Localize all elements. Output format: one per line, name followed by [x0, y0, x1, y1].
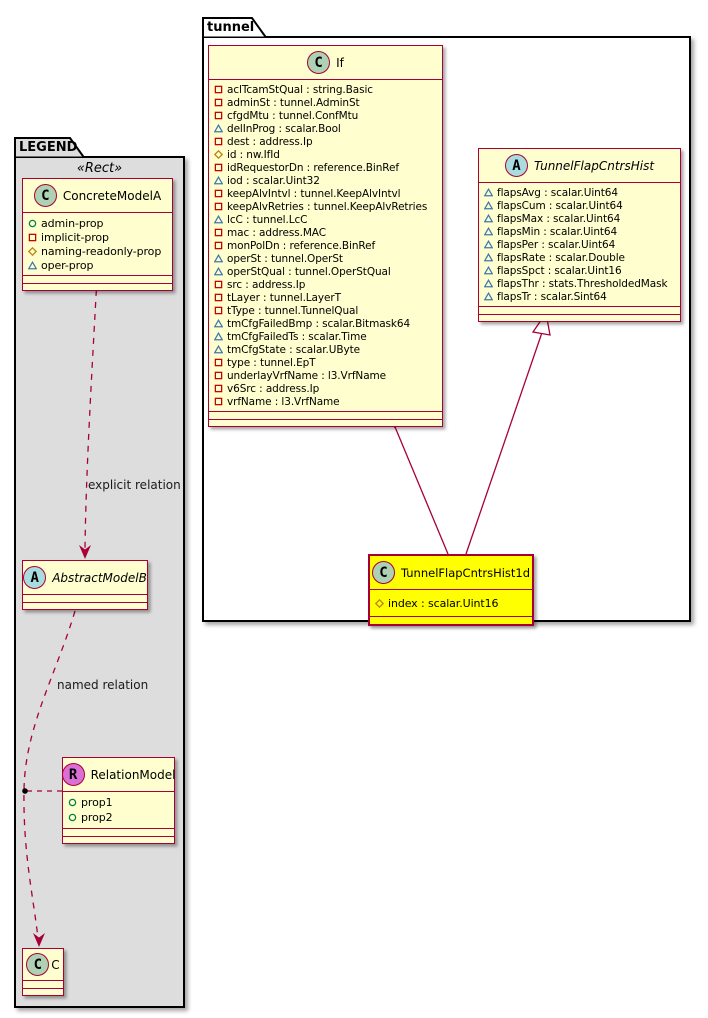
attribute-text: aclTcamStQual : string.Basic [227, 83, 373, 96]
attribute-text: naming-readonly-prop [41, 244, 162, 258]
attribute-row [484, 225, 678, 238]
triangle-icon [484, 292, 493, 301]
tunnel-package-title: tunnel [207, 20, 255, 35]
attribute-row [214, 96, 440, 109]
attribute-row [484, 199, 678, 212]
attribute-row [214, 213, 440, 226]
circle-icon [68, 798, 77, 807]
square-icon [214, 358, 223, 367]
attribute-text: flapsPer : scalar.Uint64 [497, 238, 616, 251]
class-c [22, 948, 64, 996]
attribute-row [214, 317, 440, 330]
attribute-row [484, 186, 678, 199]
attribute-row [214, 343, 440, 356]
attribute-row [484, 251, 678, 264]
square-icon [214, 228, 223, 237]
attribute-text: underlayVrfName : l3.VrfName [227, 369, 387, 382]
attribute-text: keepAlvIntvl : tunnel.KeepAlvIntvl [227, 187, 401, 200]
attribute-text: index : scalar.Uint16 [388, 596, 499, 610]
triangle-icon [214, 215, 223, 224]
diamond-icon [375, 599, 384, 608]
attribute-text: adminSt : tunnel.AdminSt [227, 96, 360, 109]
class-tunnelflapcntrshist1d-attributes [370, 589, 532, 616]
square-icon [214, 280, 223, 289]
attribute-row [214, 356, 440, 369]
legend-stereotype: «Rect» [76, 161, 123, 176]
class-abstractmodelb-header [23, 561, 147, 594]
triangle-icon [484, 201, 493, 210]
circle-icon [68, 813, 77, 822]
triangle-icon [214, 254, 223, 263]
class-icon: C [26, 953, 49, 976]
class-icon: C [34, 184, 57, 207]
attribute-text: flapsSpct : scalar.Uint16 [497, 264, 622, 277]
class-name: If [336, 55, 344, 70]
attribute-row [214, 83, 440, 96]
class-concretemodela-attributes [23, 212, 172, 275]
class-if-header [209, 46, 442, 79]
attribute-text: monPolDn : reference.BinRef [227, 239, 376, 252]
class-tunnelflapcntrshist [478, 148, 681, 322]
attribute-row [214, 369, 440, 382]
triangle-icon [484, 227, 493, 236]
attribute-row [214, 304, 440, 317]
attribute-text: flapsRate : scalar.Double [497, 251, 625, 264]
attribute-text: prop2 [81, 811, 113, 824]
class-concretemodela [22, 178, 173, 291]
attribute-text: keepAlvRetries : tunnel.KeepAlvRetries [227, 200, 428, 213]
attribute-text: prop1 [81, 796, 113, 809]
attribute-row [68, 795, 172, 810]
triangle-icon [484, 240, 493, 249]
attribute-row [375, 593, 530, 613]
triangle-icon [484, 214, 493, 223]
attribute-row [214, 239, 440, 252]
attribute-text: id : nw.IfId [227, 148, 280, 161]
attribute-row [68, 810, 172, 825]
compartment-separator [209, 411, 442, 419]
class-tunnelflapcntrshist-attributes [479, 182, 680, 306]
square-icon [28, 233, 37, 242]
attribute-row [214, 330, 440, 343]
class-concretemodela-header [23, 179, 172, 212]
attribute-text: lcC : tunnel.LcC [227, 213, 308, 226]
square-icon [214, 293, 223, 302]
attribute-text: operSt : tunnel.OperSt [227, 252, 343, 265]
diamond-icon [214, 150, 223, 159]
attribute-row [484, 290, 678, 303]
class-relationmodel-header [63, 758, 174, 791]
empty-methods-compartment [23, 602, 147, 610]
attribute-text: flapsMax : scalar.Uint64 [497, 212, 621, 225]
class-relationmodel [62, 757, 175, 844]
circle-icon [28, 219, 37, 228]
edge-label-named-relation: named relation [57, 678, 149, 692]
attribute-row [214, 382, 440, 395]
square-icon [214, 371, 223, 380]
square-icon [214, 85, 223, 94]
class-name: AbstractModelB [52, 570, 147, 585]
attribute-row [214, 252, 440, 265]
attribute-row [484, 212, 678, 225]
empty-fields-compartment [23, 980, 63, 988]
empty-fields-compartment [23, 594, 147, 602]
class-name: C [51, 957, 60, 972]
attribute-text: flapsAvg : scalar.Uint64 [497, 186, 618, 199]
square-icon [214, 137, 223, 146]
class-c-header [23, 949, 63, 980]
attribute-row [214, 187, 440, 200]
attribute-text: oper-prop [41, 258, 94, 272]
square-icon [214, 163, 223, 172]
square-icon [214, 111, 223, 120]
diamond-icon [28, 247, 37, 256]
attribute-row [214, 226, 440, 239]
attribute-text: tmCfgState : scalar.UByte [227, 343, 360, 356]
attribute-text: v6Src : address.Ip [227, 382, 320, 395]
attribute-text: vrfName : l3.VrfName [227, 395, 340, 408]
attribute-row [28, 230, 170, 244]
attribute-text: tmCfgFailedBmp : scalar.Bitmask64 [227, 317, 411, 330]
empty-methods-compartment [209, 419, 442, 427]
triangle-icon [214, 124, 223, 133]
attribute-row [214, 135, 440, 148]
attribute-row [214, 395, 440, 408]
attribute-text: flapsCum : scalar.Uint64 [497, 199, 623, 212]
attribute-text: implicit-prop [41, 230, 109, 244]
attribute-row [214, 161, 440, 174]
legend-package-title: LEGEND [19, 140, 78, 155]
empty-methods-compartment [63, 836, 174, 844]
attribute-row [484, 238, 678, 251]
attribute-row [214, 200, 440, 213]
attribute-text: delInProg : scalar.Bool [227, 122, 341, 135]
square-icon [214, 202, 223, 211]
triangle-icon [484, 253, 493, 262]
triangle-icon [214, 332, 223, 341]
class-abstractmodelb [22, 560, 148, 610]
compartment-separator [479, 306, 680, 314]
attribute-text: tLayer : tunnel.LayerT [227, 291, 341, 304]
class-tunnelflapcntrshist-header [479, 149, 680, 182]
attribute-row [214, 174, 440, 187]
triangle-icon [214, 319, 223, 328]
attribute-text: flapsThr : stats.ThresholdedMask [497, 277, 668, 290]
compartment-separator [23, 275, 172, 283]
class-relationmodel-attributes [63, 791, 174, 828]
attribute-row [28, 258, 170, 272]
attribute-row [214, 148, 440, 161]
attribute-row [214, 278, 440, 291]
attribute-row [214, 291, 440, 304]
attribute-text: tType : tunnel.TunnelQual [227, 304, 359, 317]
triangle-icon [484, 279, 493, 288]
attribute-text: flapsMin : scalar.Uint64 [497, 225, 618, 238]
attribute-row [484, 264, 678, 277]
class-tunnelflapcntrshist1d [368, 554, 534, 626]
class-icon: C [307, 51, 330, 74]
attribute-row [484, 277, 678, 290]
attribute-text: iod : scalar.Uint32 [227, 174, 320, 187]
relation-class-icon: R [62, 763, 85, 786]
class-name: TunnelFlapCntrsHist [533, 158, 655, 173]
square-icon [214, 306, 223, 315]
edge-label-explicit-relation: explicit relation [88, 478, 181, 492]
attribute-text: tmCfgFailedTs : scalar.Time [227, 330, 367, 343]
triangle-icon [484, 266, 493, 275]
square-icon [214, 241, 223, 250]
class-icon: C [372, 561, 395, 584]
triangle-icon [484, 188, 493, 197]
empty-methods-compartment [479, 314, 680, 322]
square-icon [214, 189, 223, 198]
attribute-row [214, 265, 440, 278]
class-if [208, 45, 443, 427]
attribute-row [214, 109, 440, 122]
attribute-text: dest : address.Ip [227, 135, 313, 148]
square-icon [214, 384, 223, 393]
attribute-text: cfgdMtu : tunnel.ConfMtu [227, 109, 359, 122]
attribute-row [28, 244, 170, 258]
empty-methods-compartment [23, 988, 63, 996]
class-name: ConcreteModelA [62, 188, 162, 203]
attribute-text: src : address.Ip [227, 278, 306, 291]
class-tunnelflapcntrshist1d-header [370, 556, 532, 589]
square-icon [214, 397, 223, 406]
empty-methods-compartment [370, 616, 532, 624]
compartment-separator [63, 828, 174, 836]
attribute-row [28, 216, 170, 230]
attribute-text: flapsTr : scalar.Sint64 [497, 290, 607, 303]
attribute-text: type : tunnel.EpT [227, 356, 316, 369]
square-icon [214, 98, 223, 107]
abstract-class-icon: A [23, 566, 46, 589]
triangle-icon [214, 345, 223, 354]
class-if-attributes [209, 79, 442, 411]
empty-methods-compartment [23, 283, 172, 291]
attribute-text: mac : address.MAC [227, 226, 326, 239]
abstract-class-icon: A [505, 154, 528, 177]
triangle-icon [28, 261, 37, 270]
triangle-icon [214, 176, 223, 185]
class-name: TunnelFlapCntrsHist1d [400, 565, 531, 580]
class-name: RelationModel [90, 767, 176, 782]
attribute-text: operStQual : tunnel.OperStQual [227, 265, 391, 278]
attribute-text: idRequestorDn : reference.BinRef [227, 161, 399, 174]
attribute-row [214, 122, 440, 135]
attribute-text: admin-prop [41, 216, 104, 230]
triangle-icon [214, 267, 223, 276]
